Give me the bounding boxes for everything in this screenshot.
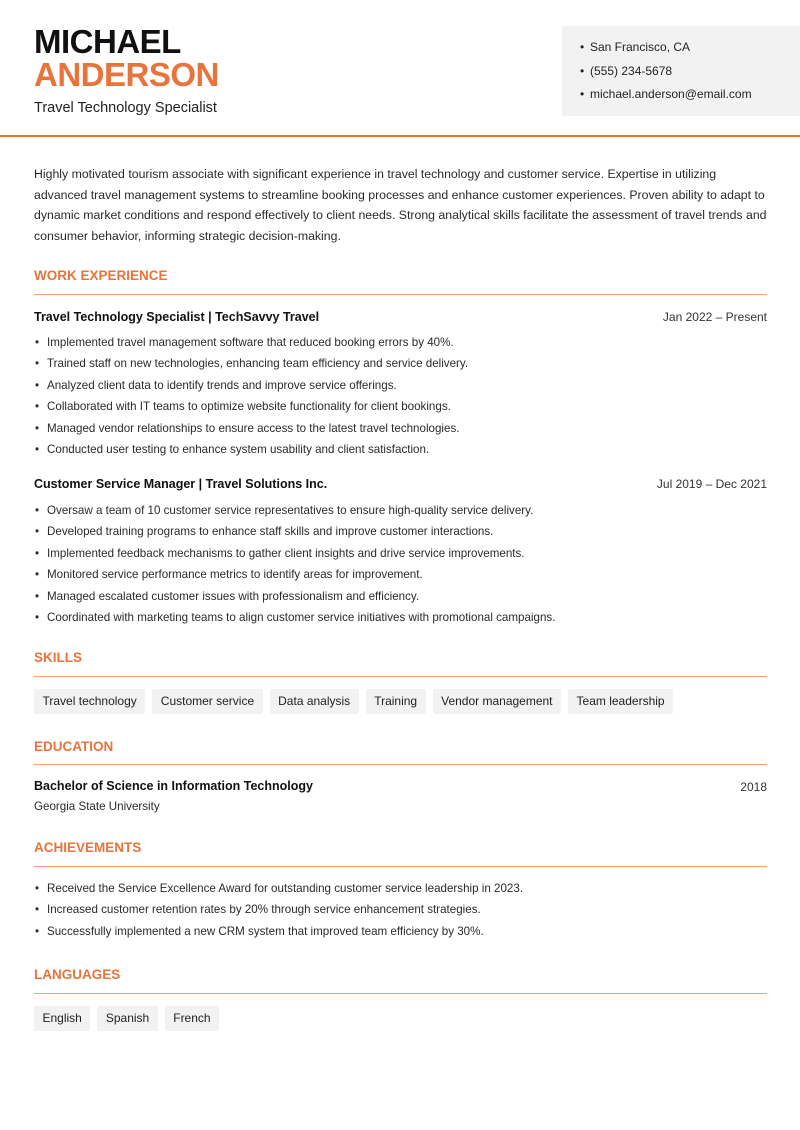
list-item: • Managed escalated customer issues with professionalism and efficiency. bbox=[34, 589, 767, 610]
skill-tag: Travel technology bbox=[34, 689, 145, 714]
last-name: ANDERSON bbox=[34, 56, 219, 93]
list-item: • Increased customer retention rates by 20% through service enhancement strategies. bbox=[34, 902, 767, 923]
summary-paragraph: Highly motivated tourism associate with significant experience in travel technology and customer service. Expertise in utilizing advanced travel management systems to streamline booking processes and enhance customer experiences. Proven ability to adapt to dynamic market conditions and respond effectively to client needs. Strong analytical skills facilitate the assessment of travel trends and consumer behavior, informing strategic decision-making. bbox=[34, 167, 767, 243]
language-tag: Spanish bbox=[97, 1006, 157, 1031]
resume-header bbox=[0, 0, 800, 137]
job-dates: Jul 2019 – Dec 2021 bbox=[656, 477, 767, 491]
job-entry-header bbox=[34, 310, 767, 328]
contact-email: • michael.anderson@email.com bbox=[580, 86, 800, 110]
list-item: • Developed training programs to enhance staff skills and improve customer interactions. bbox=[34, 524, 767, 545]
skill-tag: Customer service bbox=[152, 689, 262, 714]
education-heading: EDUCATION bbox=[34, 739, 114, 754]
skill-tag: Team leadership bbox=[568, 689, 673, 714]
list-item: • Successfully implemented a new CRM system that improved team efficiency by 30%. bbox=[34, 924, 767, 945]
list-item: • Conducted user testing to enhance system usability and client satisfaction. bbox=[34, 442, 767, 463]
job-dates: Jan 2022 – Present bbox=[662, 310, 767, 324]
list-item: • Analyzed client data to identify trends and improve service offerings. bbox=[34, 378, 767, 399]
contact-location: • San Francisco, CA bbox=[580, 39, 800, 63]
education-degree: Bachelor of Science in Information Technology bbox=[34, 779, 313, 793]
language-tag: English bbox=[34, 1006, 90, 1031]
list-item: • Implemented travel management software that reduced booking errors by 40%. bbox=[34, 335, 767, 356]
first-name: MICHAEL bbox=[34, 23, 181, 60]
list-item: • Coordinated with marketing teams to align customer service initiatives with promotional campaigns. bbox=[34, 610, 767, 631]
skill-tag: Data analysis bbox=[270, 689, 359, 714]
list-item: • Monitored service performance metrics to identify areas for improvement. bbox=[34, 567, 767, 588]
section-divider bbox=[34, 676, 767, 677]
skills-list bbox=[34, 689, 673, 714]
education-year: 2018 bbox=[740, 780, 767, 794]
job-title: Travel Technology Specialist bbox=[34, 100, 217, 116]
job-bullet-list bbox=[34, 335, 767, 463]
list-item: • Managed vendor relationships to ensure access to the latest travel technologies. bbox=[34, 421, 767, 442]
list-item: • Oversaw a team of 10 customer service representatives to ensure high-quality service delivery. bbox=[34, 503, 767, 524]
language-tag: French bbox=[165, 1006, 219, 1031]
achievements-list bbox=[34, 881, 767, 945]
contact-box bbox=[562, 26, 800, 116]
work-experience-heading: WORK EXPERIENCE bbox=[34, 268, 168, 283]
achievements-heading: ACHIEVEMENTS bbox=[34, 840, 142, 855]
list-item: • Trained staff on new technologies, enhancing team efficiency and service delivery. bbox=[34, 356, 767, 377]
contact-phone: • (555) 234-5678 bbox=[580, 63, 800, 87]
languages-heading: LANGUAGES bbox=[34, 967, 121, 982]
skills-heading: SKILLS bbox=[34, 650, 83, 665]
languages-list bbox=[34, 1006, 219, 1031]
section-divider bbox=[34, 866, 767, 867]
list-item: • Collaborated with IT teams to optimize website functionality for client bookings. bbox=[34, 399, 767, 420]
skill-tag: Vendor management bbox=[433, 689, 561, 714]
section-divider bbox=[34, 764, 767, 765]
skill-tag: Training bbox=[366, 689, 426, 714]
job-heading: Travel Technology Specialist | TechSavvy Travel bbox=[34, 310, 320, 324]
list-item: • Received the Service Excellence Award for outstanding customer service leadership in 2023. bbox=[34, 881, 767, 902]
job-heading: Customer Service Manager | Travel Solutions Inc. bbox=[34, 477, 328, 491]
job-entry-header bbox=[34, 477, 767, 495]
education-school: Georgia State University bbox=[34, 800, 160, 813]
section-divider bbox=[34, 294, 767, 295]
section-divider bbox=[34, 993, 767, 994]
job-bullet-list bbox=[34, 503, 767, 631]
list-item: • Implemented feedback mechanisms to gather client insights and drive service improvements. bbox=[34, 546, 767, 567]
